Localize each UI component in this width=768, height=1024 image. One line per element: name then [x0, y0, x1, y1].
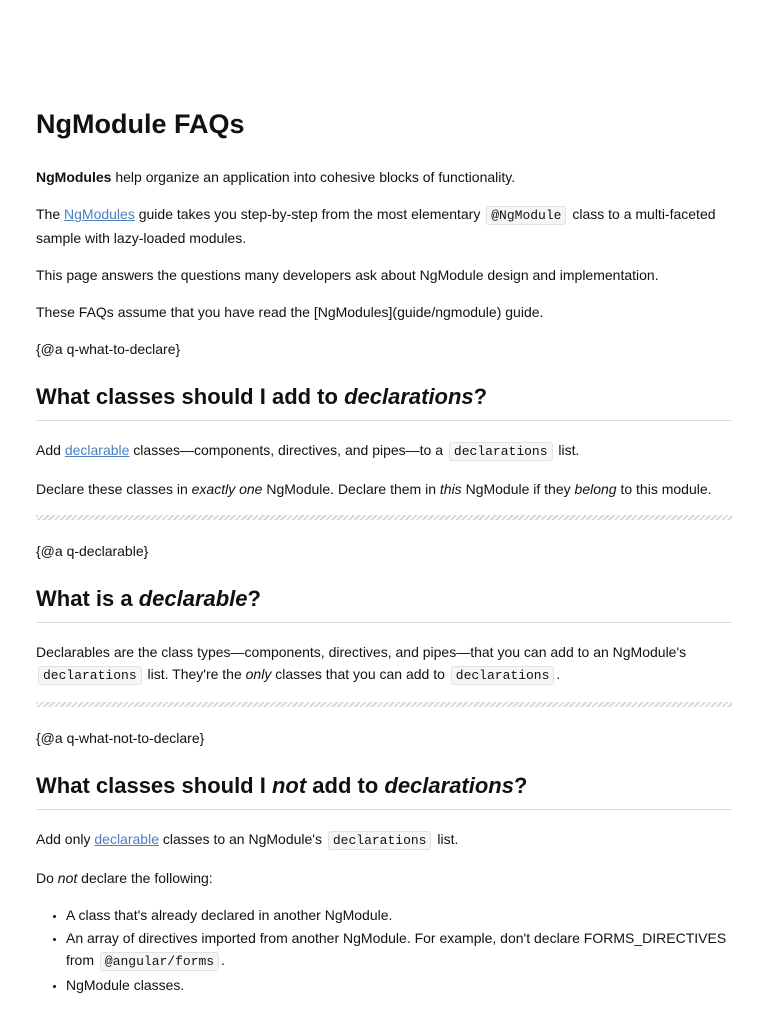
anchor-q-declarable: {@a q-declarable}: [36, 543, 149, 559]
doc-page: [36, 0, 732, 996]
heading-what-not-to-add: What classes should I not add to declarations?: [36, 771, 732, 810]
ngmodules-guide-link[interactable]: NgModules: [64, 206, 135, 222]
section3-paragraph-2: Do not declare the following:: [36, 870, 213, 886]
declarations-code: declarations: [328, 831, 432, 850]
intro-paragraph: NgModules help organize an application into cohesive blocks of functionality.: [36, 169, 516, 185]
answers-paragraph: This page answers the questions many developers ask about NgModule design and implementation.: [36, 267, 659, 283]
page-title: NgModule FAQs: [36, 109, 245, 139]
section1-paragraph-2: Declare these classes in exactly one NgModule. Declare them in this NgModule if they belong to this module.: [36, 481, 712, 497]
anchor-q-what-to-declare: {@a q-what-to-declare}: [36, 341, 181, 357]
do-not-declare-list: [36, 904, 732, 996]
section2-paragraph-1: Declarables are the class types—components, directives, and pipes—that you can add to an NgModule's declarations list. They're the only classes that you can add to declarations .: [36, 644, 687, 683]
section3-paragraph-1: Add only declarable classes to an NgModule's declarations list.: [36, 831, 459, 848]
ngmodule-code: @NgModule: [486, 206, 566, 225]
declarable-link[interactable]: declarable: [64, 442, 130, 458]
angular-forms-code: @angular/forms: [100, 952, 219, 971]
guide-paragraph: The NgModules guide takes you step-by-step from the most elementary @NgModule class to a multi-faceted sample with lazy-loaded modules.: [36, 206, 716, 246]
list-item: • A class that's already declared in another NgModule.: [66, 904, 732, 926]
declarations-code: declarations: [451, 666, 555, 685]
anchor-q-what-not-to-declare: {@a q-what-not-to-declare}: [36, 730, 205, 746]
heading-what-classes-to-add: What classes should I add to declarations?: [36, 382, 732, 421]
section-divider: [36, 515, 732, 520]
section-divider: [36, 702, 732, 707]
declarations-code: declarations: [38, 666, 142, 685]
intro-bold: NgModules: [36, 169, 112, 185]
declarable-link[interactable]: declarable: [94, 831, 159, 847]
heading-what-is-declarable: What is a declarable?: [36, 584, 732, 623]
declarations-code: declarations: [449, 442, 553, 461]
assume-paragraph: These FAQs assume that you have read the [NgModules](guide/ngmodule) guide.: [36, 304, 544, 320]
list-item: • An array of directives imported from another NgModule. For example, don't declare FORMS_DIRECTIVES from @angular/forms .: [66, 927, 732, 973]
list-item: • NgModule classes.: [66, 974, 732, 996]
section1-paragraph-1: Add declarable classes—components, directives, and pipes—to a declarations list.: [36, 442, 580, 459]
